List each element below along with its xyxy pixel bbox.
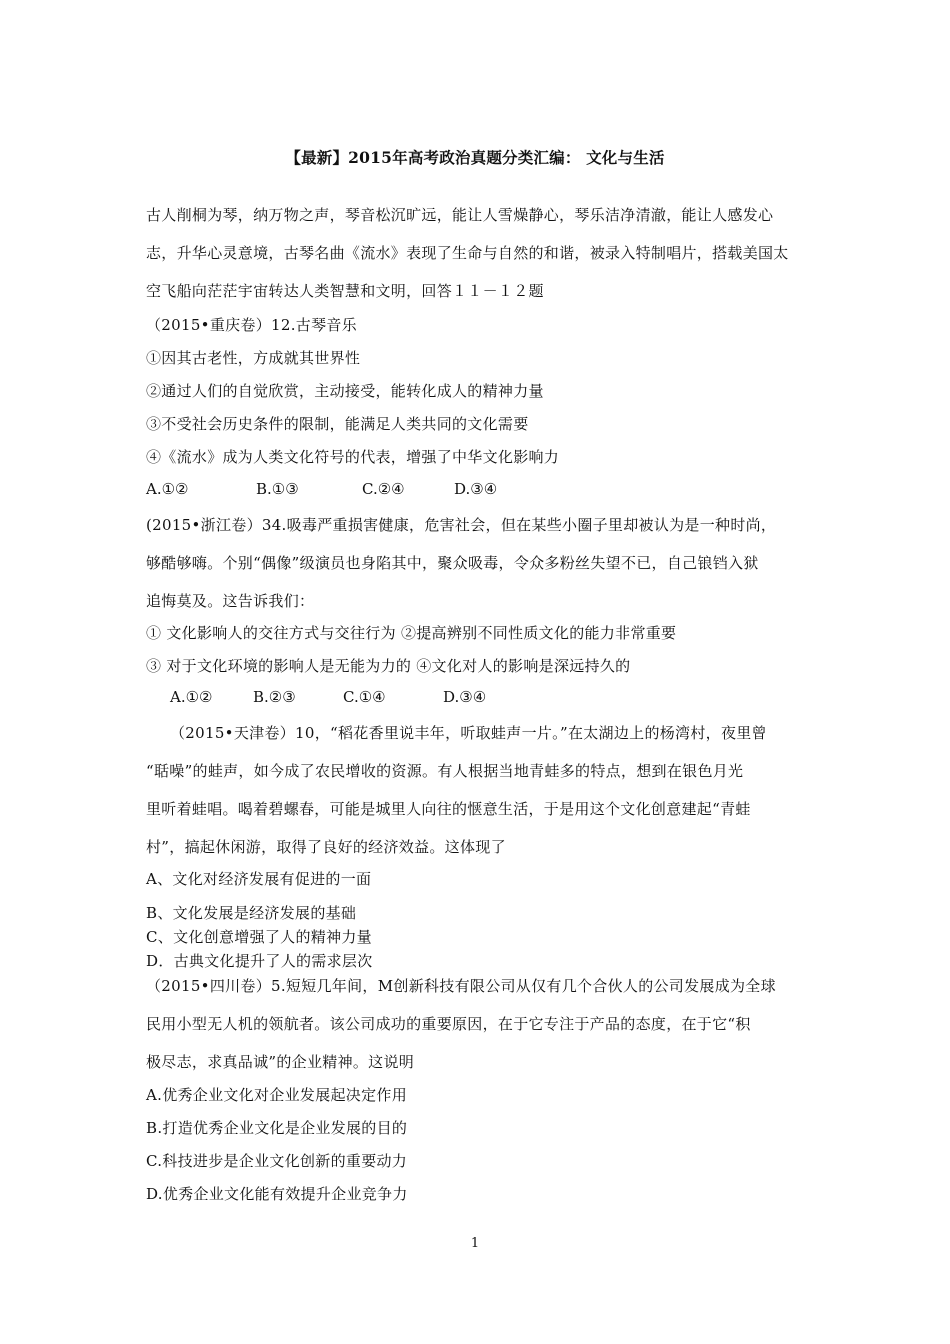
question-10-option: D．古典文化提升了人的需求层次 (146, 952, 373, 970)
question-12-stem: （2015•重庆卷）12.古琴音乐 (146, 316, 357, 334)
option-a: A.①② (170, 688, 213, 706)
question-10-option: B、文化发展是经济发展的基础 (146, 904, 357, 922)
question-10-stem: （2015•天津卷）10，“稻花香里说丰年，听取蛙声一片。”在太湖边上的杨湾村，夜里曾 (170, 724, 767, 742)
question-34-item: ① 文化影响人的交往方式与交往行为 ②提高辨别不同性质文化的能力非常重要 (146, 624, 677, 642)
question-12-item: ③不受社会历史条件的限制，能满足人类共同的文化需要 (146, 415, 529, 433)
question-34-options (170, 688, 486, 706)
question-10-stem: 里听着蛙唱。喝着碧螺春，可能是城里人向往的惬意生活，于是用这个文化创意建起“青蛙 (146, 800, 751, 818)
question-5-stem: 极尽志，求真品诚”的企业精神。这说明 (146, 1053, 415, 1071)
intro-line: 志，升华心灵意境，古琴名曲《流水》表现了生命与自然的和谐，被录入特制唱片，搭载美国太 (146, 244, 789, 262)
question-12-options (146, 480, 497, 498)
intro-line: 空飞船向茫茫宇宙转达人类智慧和文明，回答１１－１２题 (146, 282, 544, 300)
question-34-item: ③ 对于文化环境的影响人是无能为力的 ④文化对人的影响是深远持久的 (146, 657, 631, 675)
option-d: D.③④ (443, 688, 487, 706)
question-5-stem: （2015•四川卷）5.短短几年间，M创新科技有限公司从仅有几个合伙人的公司发展成为全球 (146, 977, 776, 995)
question-12-item: ①因其古老性，方成就其世界性 (146, 349, 361, 367)
option-c: C.②④ (362, 480, 405, 498)
question-5-option: C.科技进步是企业文化创新的重要动力 (146, 1152, 408, 1170)
question-5-option: B.打造优秀企业文化是企业发展的目的 (146, 1119, 408, 1137)
option-d: D.③④ (454, 480, 498, 498)
intro-line: 古人削桐为琴，纳万物之声，琴音松沉旷远，能让人雪燥静心，琴乐洁净清澈，能让人感发心 (146, 206, 774, 224)
question-34-stem: 够酷够嗨。个别“偶像”级演员也身陷其中，聚众吸毒，令众多粉丝失望不已，自己锒铛入狱 (146, 554, 759, 572)
question-10-option: A、文化对经济发展有促进的一面 (146, 870, 372, 888)
option-b: B.①③ (256, 480, 299, 498)
question-12-item: ②通过人们的自觉欣赏，主动接受，能转化成人的精神力量 (146, 382, 544, 400)
question-5-option: A.优秀企业文化对企业发展起决定作用 (146, 1086, 408, 1104)
question-10-option: C、文化创意增强了人的精神力量 (146, 928, 372, 946)
option-c: C.①④ (343, 688, 386, 706)
question-5-stem: 民用小型无人机的领航者。该公司成功的重要原因，在于它专注于产品的态度，在于它“积 (146, 1015, 751, 1033)
question-34-stem: 追悔莫及。这告诉我们： (146, 592, 315, 610)
question-10-stem: 村”，搞起休闲游，取得了良好的经济效益。这体现了 (146, 838, 506, 856)
question-10-stem: “聒噪”的蛙声，如今成了农民增收的资源。有人根据当地青蛙多的特点，想到在银色月光 (146, 762, 744, 780)
question-12-item: ④《流水》成为人类文化符号的代表，增强了中华文化影响力 (146, 448, 560, 466)
page-title: 【最新】2015年高考政治真题分类汇编： 文化与生活 (285, 148, 665, 167)
option-a: A.①② (146, 480, 189, 498)
question-5-option: D.优秀企业文化能有效提升企业竞争力 (146, 1185, 408, 1203)
page-number: 1 (470, 1236, 480, 1251)
option-b: B.②③ (253, 688, 296, 706)
question-34-stem: (2015•浙江卷）34.吸毒严重损害健康，危害社会，但在某些小圈子里却被认为是一种时尚， (146, 516, 777, 534)
